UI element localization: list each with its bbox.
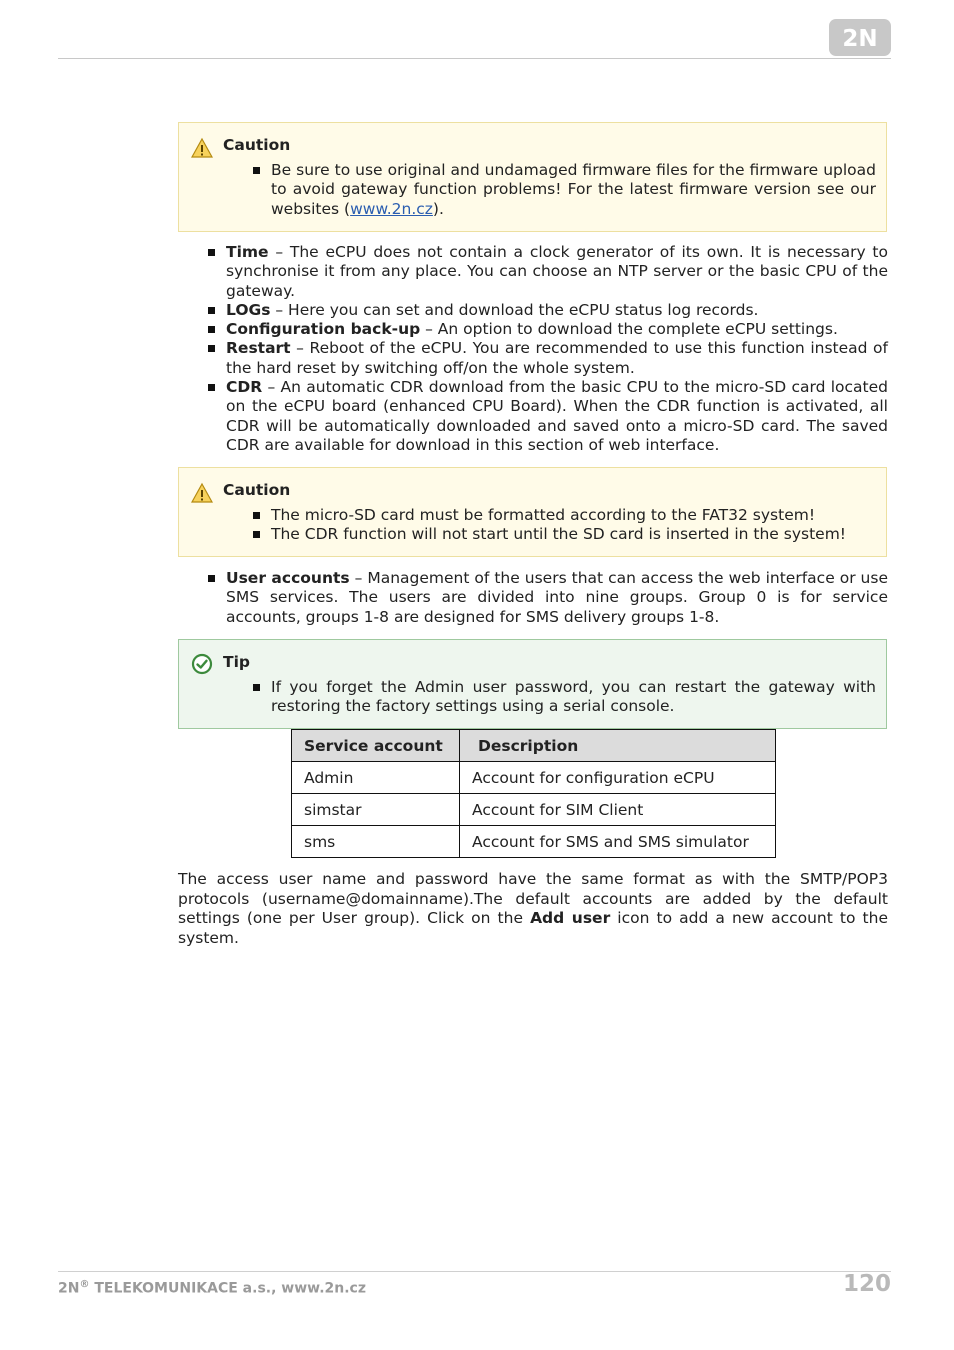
feature-text: – Here you can set and download the eCPU status log records. [270,300,759,319]
table-cell: sms [292,826,460,858]
company-logo [829,19,891,56]
feature-text: – The eCPU does not contain a clock generator of its own. It is necessary to synchronise it from any place. You can choose an NTP server or the basic CPU of the gateway. [226,243,888,300]
caution-list [271,161,876,219]
feature-term: Time [226,243,269,261]
feature-text: – Reboot of the eCPU. You are recommended to use this function instead of the hard reset by switching off/on the whole system. [226,339,888,377]
body-paragraph [178,870,888,948]
list-item: The CDR function will not start until the SD card is inserted in the system! [271,525,876,544]
caution-box-sdcard [178,467,887,557]
list-item: If you forget the Admin user password, you can restart the gateway with restoring the factory settings using a serial console. [271,678,876,716]
list-item [226,301,888,320]
table-cell: Account for SIM Client [460,794,776,826]
feature-text: – Management of the users that can access the web interface or use SMS services. The users are divided into nine groups. Group 0 is for service accounts, groups 1-8 are designed for SMS delivery groups 1-8. [226,569,888,626]
feature-text: – An automatic CDR download from the basic CPU to the micro-SD card located on the eCPU board (enhanced CPU Board). When the CDR function is activated, all CDR will be automatically downloaded and saved onto a micro-SD card. The saved CDR are available for download in this section of web interface. [226,378,888,454]
feature-text: – An option to download the complete eCPU settings. [420,320,838,339]
caution-title: Caution [223,136,291,154]
column-header: Description [460,730,776,762]
feature-list [226,243,888,455]
tip-list [271,678,876,717]
caution-title: Caution [223,481,291,499]
feature-term: User accounts [226,569,350,587]
table-cell: Account for SMS and SMS simulator [460,826,776,858]
table-header-row [292,730,776,762]
page-number: 120 [842,1271,891,1297]
footer-divider [58,1271,891,1272]
logo-text: 2N [842,26,878,52]
tip-box [178,639,887,729]
caution-box-firmware [178,122,887,232]
paragraph-text-end: icon to add a new account to the system. [178,909,888,947]
list-item: The micro-SD card must be formatted according to the FAT32 system! [271,506,876,525]
footer-company-text: TELEKOMUNIKACE a.s., www.2n.cz [89,1280,366,1297]
header-divider [58,58,891,59]
registered-mark: ® [79,1279,90,1290]
column-header: Service account [292,730,460,762]
table-row [292,826,776,858]
paragraph-text: The access user name and password have the same format as with the SMTP/POP3 protocols (username@domainname).The default accounts are added by the default settings (one per User group). Click on the [178,870,888,927]
footer-brand: 2N [58,1280,80,1297]
list-item [226,339,888,378]
table-row [292,762,776,794]
table-cell: Admin [292,762,460,794]
list-item [226,569,888,627]
warning-triangle-icon [191,137,213,159]
add-user-term: Add user [530,909,611,927]
feature-term: LOGs [226,300,271,319]
service-accounts-table [291,729,776,858]
tip-title: Tip [223,653,250,671]
user-accounts-list [226,569,888,627]
table-cell: Account for configuration eCPU [460,762,776,794]
list-item [271,161,876,219]
website-link[interactable]: www.2n.cz [350,199,433,218]
list-item [226,320,888,339]
caution-list [271,506,876,545]
caution-text: Be sure to use original and undamaged firmware files for the firmware upload to avoid gateway function problems! For the latest firmware version see our websites ( [271,161,876,218]
caution-text-end: ). [432,199,444,218]
feature-term: Configuration back-up [226,320,421,339]
list-item [226,378,888,455]
list-item [226,243,888,301]
table-row [292,794,776,826]
check-circle-icon [191,653,213,675]
footer-company [58,1279,366,1297]
feature-term: Restart [226,339,291,358]
table-cell: simstar [292,794,460,826]
feature-term: CDR [226,378,263,397]
warning-triangle-icon [191,482,213,504]
